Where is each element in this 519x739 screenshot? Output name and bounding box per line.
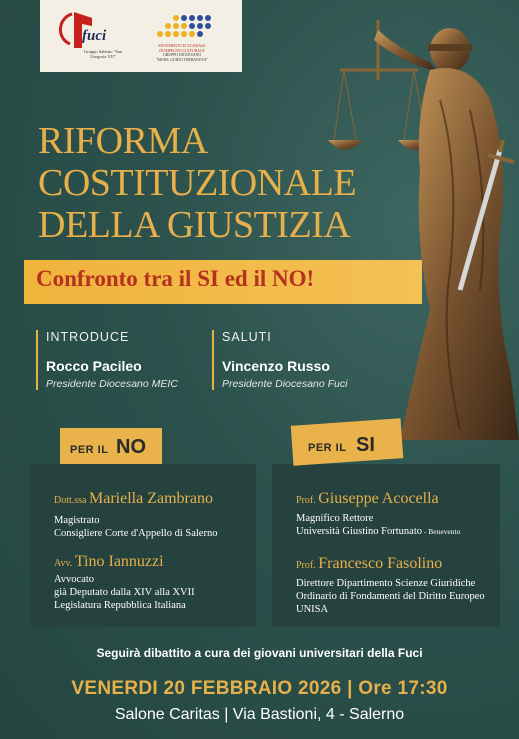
fuci-logo-word: fuci bbox=[82, 28, 107, 44]
speaker-name: Francesco Fasolino bbox=[318, 555, 443, 572]
meic-line: GRUPPO DIOCESANO bbox=[163, 53, 201, 58]
speaker-details bbox=[296, 512, 460, 538]
speaker-title bbox=[54, 490, 213, 508]
speaker-title bbox=[296, 555, 442, 573]
subtitle: Confronto tra il SI ed il NO! bbox=[36, 266, 315, 291]
introduce-block bbox=[36, 330, 178, 390]
speaker-name: Giuseppe Acocella bbox=[318, 490, 439, 507]
dibattito-note: Seguirà dibattito a cura dei giovani universitari della Fuci bbox=[96, 646, 423, 660]
fuci-group-label: Gruppo Salerno "San Gregorio VII" bbox=[83, 49, 123, 59]
speaker-detail-text: Università Giustino Fortunato bbox=[296, 526, 422, 537]
speaker-detail-line: Consigliere Corte d'Appello di Salerno bbox=[54, 528, 218, 539]
saluti-name: Vincenzo Russo bbox=[222, 358, 330, 374]
title-line: RIFORMA bbox=[38, 120, 208, 162]
introduce-name: Rocco Pacileo bbox=[46, 358, 142, 374]
speaker-detail-line bbox=[296, 525, 460, 538]
no-tag-small: PER IL bbox=[70, 444, 109, 456]
speaker-detail-line: già Deputato dalla XIV alla XVII bbox=[54, 587, 195, 598]
event-date: VENERDI 20 FEBBRAIO 2026 | Ore 17:30 bbox=[71, 678, 448, 699]
speaker-detail-line: Ordinario di Fondamenti del Diritto Europeo bbox=[296, 591, 485, 602]
speaker-detail-line: Direttore Dipartimento Scienze Giuridiche bbox=[296, 578, 476, 589]
saluti-desc: Presidente Diocesano Fuci bbox=[222, 378, 348, 390]
saluti-label: SALUTI bbox=[222, 330, 272, 344]
speaker-name: Mariella Zambrano bbox=[89, 490, 213, 507]
introduce-desc: Presidente Diocesano MEIC bbox=[46, 378, 178, 390]
no-tag-big: NO bbox=[116, 436, 146, 458]
event-title bbox=[38, 120, 356, 246]
meic-line: MOVIMENTO ECCLESIALE bbox=[158, 44, 206, 48]
speaker-title bbox=[54, 553, 164, 571]
speaker-detail-suffix: - Benevento bbox=[422, 527, 461, 536]
title-line: COSTITUZIONALE bbox=[38, 162, 357, 204]
speaker-honorific: Prof. bbox=[296, 495, 316, 506]
si-tag-big: SI bbox=[356, 434, 375, 456]
speaker-detail-line: UNISA bbox=[296, 604, 329, 615]
speaker-honorific: Prof. bbox=[296, 560, 316, 571]
saluti-block bbox=[212, 330, 347, 390]
speaker-details bbox=[296, 577, 485, 616]
speaker-details bbox=[54, 514, 217, 540]
meic-logo-icon bbox=[152, 14, 212, 40]
introduce-label: INTRODUCE bbox=[46, 330, 130, 344]
speaker-detail-line: Legislatura Repubblica Italiana bbox=[54, 600, 186, 611]
event-place: Salone Caritas | Via Bastioni, 4 - Salerno bbox=[114, 706, 405, 723]
title-line: DELLA GIUSTIZIA bbox=[38, 204, 351, 246]
speaker-detail-line: Magnifico Rettore bbox=[296, 513, 374, 524]
speaker-name: Tino Iannuzzi bbox=[74, 553, 164, 570]
meic-line: "MONS. GUIDO TERRANOVA" bbox=[155, 57, 208, 62]
si-tag-small: PER IL bbox=[308, 442, 347, 454]
speaker-title bbox=[296, 490, 439, 508]
speaker-detail-line: Avvocato bbox=[54, 574, 95, 585]
speaker-honorific: Avv. bbox=[54, 558, 73, 569]
meic-line: DI IMPEGNO CULTURALE bbox=[159, 48, 205, 53]
speaker-detail-line: Magistrato bbox=[54, 515, 100, 526]
speaker-honorific: Dott.ssa bbox=[54, 495, 87, 506]
meic-label bbox=[146, 44, 218, 62]
speaker-details bbox=[54, 573, 195, 612]
fuci-logo-icon bbox=[52, 8, 118, 52]
